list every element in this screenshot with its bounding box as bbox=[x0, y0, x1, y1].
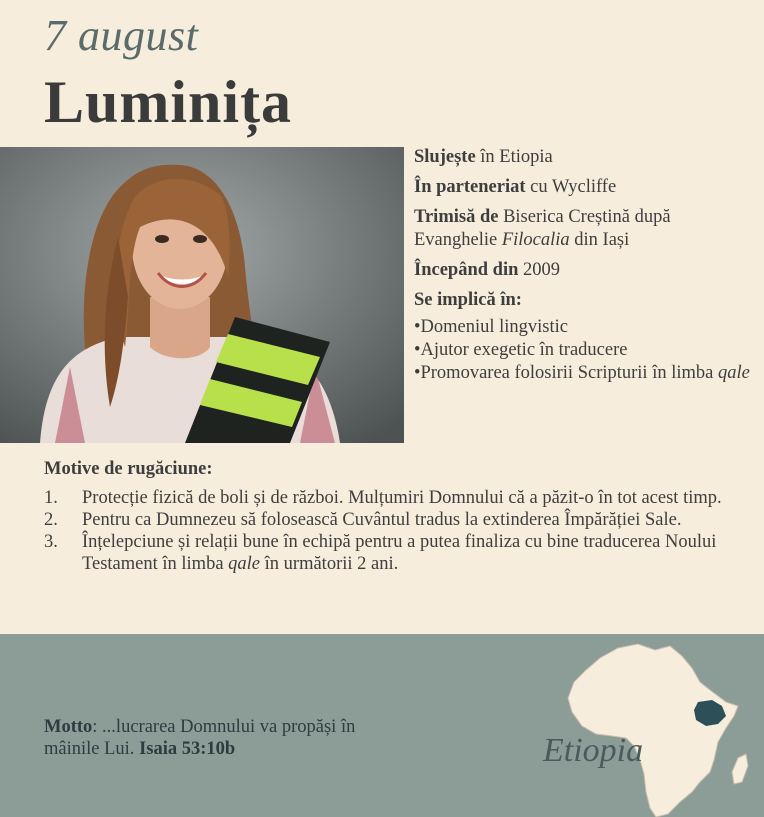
missionary-name: Luminița bbox=[44, 69, 293, 135]
motto-label: Motto bbox=[44, 717, 93, 737]
date-heading: 7 august bbox=[44, 11, 199, 60]
prayer-section bbox=[44, 458, 754, 575]
africa-continent-shape bbox=[568, 644, 738, 817]
list-item bbox=[44, 531, 754, 575]
since-line bbox=[414, 259, 754, 282]
prayer-title: Motive de rugăciune: bbox=[44, 459, 213, 479]
sent-value-church-name: Filocalia bbox=[501, 230, 570, 250]
partner-value: cu Wycliffe bbox=[525, 177, 617, 197]
list-item bbox=[414, 362, 754, 385]
list-item-text: •Promovarea folosirii Scripturii în limba bbox=[414, 363, 718, 383]
sent-value-city: din Iași bbox=[569, 230, 630, 250]
language-name: qale bbox=[228, 554, 261, 574]
list-number: 1. bbox=[44, 488, 58, 508]
motto-text: : ...lucrarea Domnului va propăși în mâinile Lui. bbox=[44, 717, 356, 759]
list-item-text: Înțelepciune și relații bune în echipă pentru a putea finaliza cu bine traducerea Noului Testament în limba bbox=[82, 532, 717, 574]
list-item-text: Pentru ca Dumnezeu să folosească Cuvântul tradus la extinderea Împărăției Sale. bbox=[82, 510, 682, 530]
language-name: qale bbox=[717, 363, 750, 383]
portrait-photo bbox=[0, 147, 404, 443]
list-item-text-end: în următorii 2 ani. bbox=[260, 554, 399, 574]
sent-line bbox=[414, 206, 754, 252]
list-item bbox=[44, 487, 754, 509]
involved-list bbox=[414, 316, 754, 385]
country-label: Etiopia bbox=[543, 732, 644, 769]
africa-map bbox=[560, 642, 764, 817]
serves-line bbox=[414, 146, 754, 169]
list-item-text: Protecție fizică de boli și de război. Mulțumiri Domnului că a păzit-o în tot acest timp. bbox=[82, 488, 722, 508]
prayer-list bbox=[44, 487, 754, 575]
footer-band bbox=[0, 634, 764, 817]
portrait-illustration bbox=[0, 147, 404, 443]
partner-label: În parteneriat bbox=[414, 177, 526, 197]
since-value: 2009 bbox=[518, 260, 560, 280]
list-item: •Domeniul lingvistic bbox=[414, 317, 568, 337]
sent-label: Trimisă de bbox=[414, 207, 499, 227]
motto bbox=[44, 716, 394, 760]
involved-line bbox=[414, 289, 754, 312]
serves-label: Slujește bbox=[414, 147, 476, 167]
serves-value: în Etiopia bbox=[475, 147, 553, 167]
partner-line bbox=[414, 176, 754, 199]
list-item bbox=[44, 509, 754, 531]
motto-reference: Isaia 53:10b bbox=[139, 739, 236, 759]
list-item: •Ajutor exegetic în traducere bbox=[414, 340, 628, 360]
since-label: Începând din bbox=[414, 260, 519, 280]
involved-label: Se implică în: bbox=[414, 290, 522, 310]
list-number: 3. bbox=[44, 532, 58, 552]
list-number: 2. bbox=[44, 510, 58, 530]
sent-value-church: Biserica Creștină după Evanghelie bbox=[414, 207, 671, 250]
missionary-info bbox=[414, 146, 754, 385]
madagascar-shape bbox=[732, 754, 748, 784]
